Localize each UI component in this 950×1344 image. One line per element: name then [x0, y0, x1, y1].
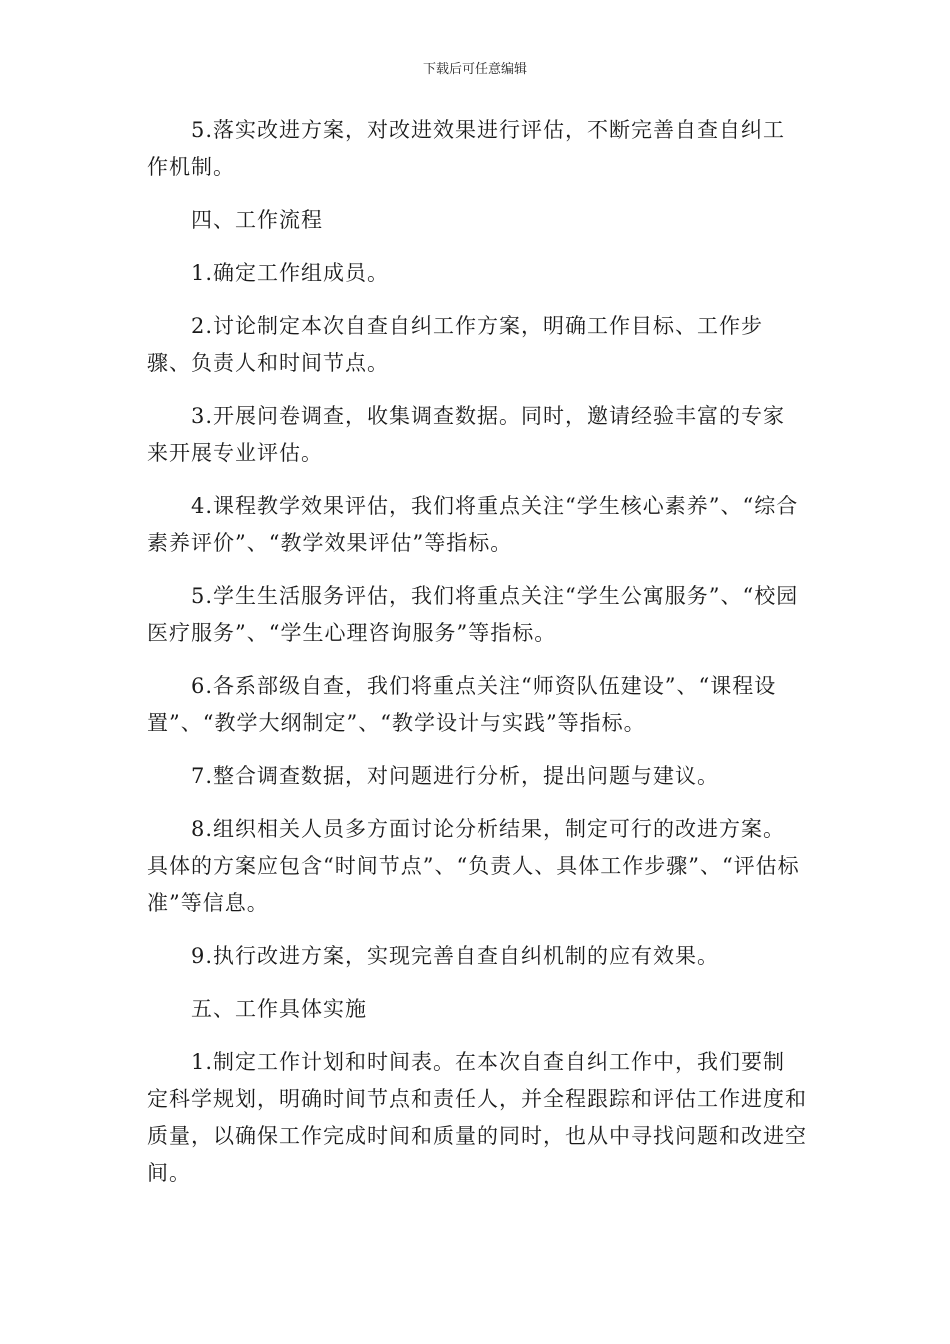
paragraph-workflow-5: 5.学生生活服务评估，我们将重点关注“学生公寓服务”、“校园医疗服务”、“学生心理咨询服务”等指标。 — [147, 584, 799, 645]
paragraph-workflow-6: 6.各系部级自查，我们将重点关注“师资队伍建设”、“课程设置”、“教学大纲制定”、“教学设计与实践”等指标。 — [147, 674, 777, 735]
paragraph-workflow-7: 7.整合调查数据，对问题进行分析，提出问题与建议。 — [191, 764, 720, 788]
paragraph-workflow-2: 2.讨论制定本次自查自纠工作方案，明确工作目标、工作步骤、负责人和时间节点。 — [147, 314, 764, 375]
paragraph-item-5-continued: 5.落实改进方案，对改进效果进行评估，不断完善自查自纠工作机制。 — [147, 118, 786, 179]
paragraph-implementation-1: 1.制定工作计划和时间表。在本次自查自纠工作中，我们要制定科学规划，明确时间节点和责任人，并全程跟踪和评估工作进度和质量，以确保工作完成时间和质量的同时，也从中寻找问题和改进空间。 — [147, 1050, 807, 1185]
paragraph-workflow-3: 3.开展问卷调查，收集调查数据。同时，邀请经验丰富的专家来开展专业评估。 — [147, 404, 786, 465]
paragraph-workflow-9: 9.执行改进方案，实现完善自查自纠机制的应有效果。 — [191, 944, 720, 968]
section-heading-implementation: 五、工作具体实施 — [191, 997, 367, 1021]
paragraph-workflow-8: 8.组织相关人员多方面讨论分析结果，制定可行的改进方案。具体的方案应包含“时间节点”、“负责人、具体工作步骤”、“评估标准”等信息。 — [147, 817, 800, 915]
document-body — [147, 112, 807, 1208]
section-heading-workflow: 四、工作流程 — [191, 208, 323, 232]
paragraph-workflow-1: 1.确定工作组成员。 — [191, 261, 390, 285]
page-header-watermark: 下载后可任意编辑 — [422, 62, 527, 77]
paragraph-workflow-4: 4.课程教学效果评估，我们将重点关注“学生核心素养”、“综合素养评价”、“教学效果评估”等指标。 — [147, 494, 799, 555]
